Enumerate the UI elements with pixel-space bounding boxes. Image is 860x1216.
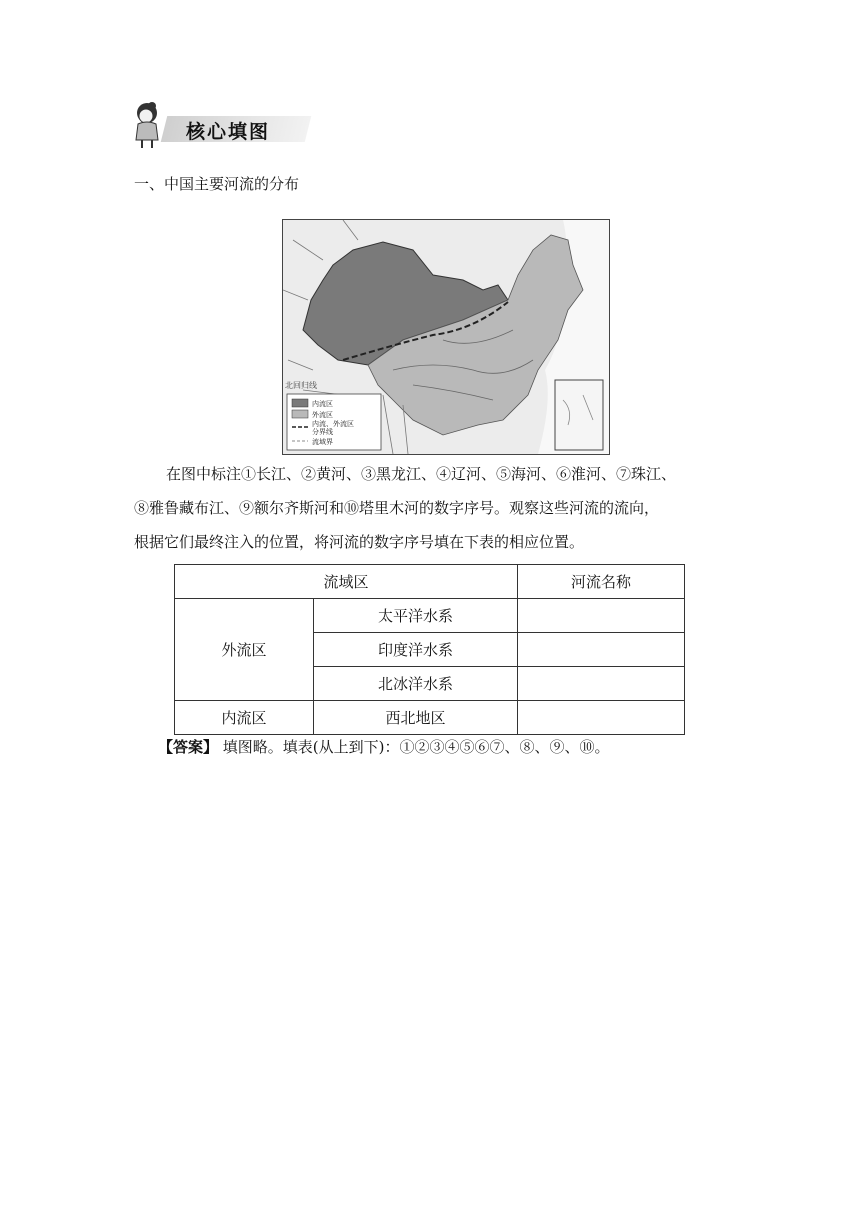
china-river-map xyxy=(282,219,610,455)
legend-boundary-1: 内流、外流区 xyxy=(312,420,354,428)
river-table xyxy=(174,564,685,735)
rivers-northwest-cell[interactable] xyxy=(518,701,685,735)
system-northwest: 西北地区 xyxy=(314,701,518,735)
section-heading: 一、中国主要河流的分布 xyxy=(134,175,300,193)
answer-line xyxy=(158,736,610,757)
tropic-label: 北回归线 xyxy=(285,381,317,390)
answer-label: 【答案】 xyxy=(158,738,219,756)
legend-inland: 内流区 xyxy=(312,400,333,408)
table-row xyxy=(175,701,685,735)
header-title: 核心填图 xyxy=(186,121,271,143)
header-basin: 流域区 xyxy=(175,565,518,599)
outer-flow-label: 外流区 xyxy=(175,599,314,701)
instruction-line-1: 在图中标注①长江、②黄河、③黑龙江、④辽河、⑤海河、⑥淮河、⑦珠江、 xyxy=(166,465,677,483)
instruction-line-3: 根据它们最终注入的位置，将河流的数字序号填在下表的相应位置。 xyxy=(134,533,585,551)
table-row xyxy=(175,599,685,633)
rivers-pacific-cell[interactable] xyxy=(518,599,685,633)
girl-mascot-icon xyxy=(130,102,164,150)
rivers-arctic-cell[interactable] xyxy=(518,667,685,701)
instruction-line-2: ⑧雅鲁藏布江、⑨额尔齐斯河和⑩塔里木河的数字序号。观察这些河流的流向， xyxy=(134,499,660,517)
rivers-indian-cell[interactable] xyxy=(518,633,685,667)
answer-text: 填图略。填表(从上到下)：①②③④⑤⑥⑦、⑧、⑨、⑩。 xyxy=(218,738,610,756)
table-header-row xyxy=(175,565,685,599)
inner-flow-label: 内流区 xyxy=(175,701,314,735)
legend-outflow: 外流区 xyxy=(312,411,333,419)
system-pacific: 太平洋水系 xyxy=(314,599,518,633)
system-indian: 印度洋水系 xyxy=(314,633,518,667)
legend-boundary-2: 分界线 xyxy=(312,428,333,436)
legend-basin: 流域界 xyxy=(312,438,333,446)
header-river-name: 河流名称 xyxy=(518,565,685,599)
system-arctic: 北冰洋水系 xyxy=(314,667,518,701)
section-header xyxy=(130,100,310,152)
